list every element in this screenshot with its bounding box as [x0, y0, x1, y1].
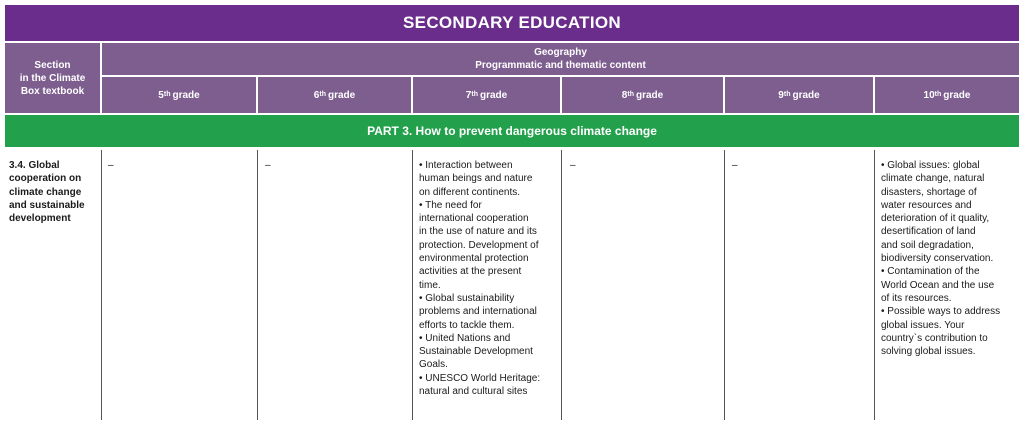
grade-number: 5 — [158, 89, 164, 101]
grade7-line: • United Nations and — [419, 332, 511, 344]
subject-header — [102, 43, 1019, 75]
section-header-line: in the Climate — [19, 72, 86, 84]
grade-header-5 — [102, 77, 256, 113]
grade-number: 8 — [621, 89, 628, 101]
grade-number: 9 — [778, 89, 784, 101]
grade7-line: problems and international — [419, 306, 537, 318]
grade7-line: natural and cultural sites — [419, 386, 528, 398]
subject-title: Geography — [534, 47, 587, 58]
grade-suffix: th — [934, 90, 942, 98]
grade8-cell: – — [570, 160, 576, 171]
grade7-line: environmental protection — [419, 253, 529, 265]
section-cell-line: 3.4. Global — [9, 160, 60, 171]
grade-number: 10 — [923, 89, 935, 101]
grade10-line: • Possible ways to address — [881, 306, 1001, 318]
section-column-header — [5, 43, 100, 113]
grade7-line: • Interaction between — [419, 160, 513, 171]
grade7-line: activities at the present — [419, 266, 522, 278]
grade10-line: desertification of land — [881, 226, 976, 238]
column-divider — [412, 150, 413, 420]
grade-header-10 — [875, 77, 1019, 113]
grade7-line: • The need for — [419, 199, 482, 211]
grade10-line: water resources and — [881, 199, 972, 211]
grade-suffix: th — [471, 90, 478, 98]
grade10-line: global issues. Your — [881, 319, 965, 331]
part-title-bar: PART 3. How to prevent dangerous climate change — [5, 115, 1019, 147]
section-header-line: Box textbook — [20, 85, 85, 97]
grade-header-7 — [413, 77, 560, 113]
grade7-line: on different continents. — [419, 186, 520, 198]
grade-label: grade — [635, 89, 664, 101]
section-cell-line: cooperation on — [9, 173, 82, 185]
grade7-line: protection. Development of — [419, 239, 539, 251]
grade-label: grade — [172, 89, 200, 101]
grade-header-8 — [562, 77, 723, 113]
column-divider — [724, 150, 725, 420]
section-header-line: Section — [34, 59, 71, 71]
grade10-line: biodiversity conservation. — [881, 253, 994, 265]
subject-subtitle: Programmatic and thematic content — [475, 60, 646, 71]
grade10-line: and soil degradation, — [881, 239, 974, 251]
grade-suffix: th — [163, 90, 171, 98]
grade7-line: time. — [419, 279, 441, 291]
column-divider — [874, 150, 875, 420]
column-divider — [101, 150, 102, 420]
grade10-line: • Global issues: global — [881, 160, 980, 171]
section-cell — [9, 159, 99, 225]
page-title: SECONDARY EDUCATION — [5, 5, 1019, 41]
grade-number: 6 — [313, 89, 320, 101]
grade7-line: human beings and nature — [419, 173, 533, 185]
grade7-line: • Global sustainability — [419, 292, 515, 304]
grade-number: 7 — [465, 89, 472, 101]
section-cell-line: development — [9, 213, 71, 225]
grade10-line: country`s contribution to — [881, 332, 988, 344]
grade7-line: Sustainable Development — [419, 346, 533, 358]
grade7-line: Goals. — [419, 359, 448, 371]
grade7-line: in the use of nature and its — [419, 226, 537, 238]
grade-header-9 — [725, 77, 873, 113]
grade-suffix: th — [783, 90, 791, 98]
grade-suffix: th — [319, 90, 326, 98]
grade7-line: international cooperation — [419, 213, 529, 225]
grade-label: grade — [327, 89, 356, 101]
column-divider — [561, 150, 562, 420]
section-cell-line: climate change — [9, 186, 82, 198]
grade7-line: • UNESCO World Heritage: — [419, 372, 541, 384]
section-cell-line: and sustainable — [9, 199, 85, 211]
grade10-line: deterioration of it quality, — [881, 213, 990, 225]
grade10-line: solving global issues. — [881, 346, 976, 358]
grade6-cell: – — [265, 160, 271, 171]
grade10-line: of its resources. — [881, 292, 952, 304]
grade10-line: • Contamination of the — [881, 266, 980, 278]
grade7-line: efforts to tackle them. — [419, 319, 515, 331]
grade-header-6 — [258, 77, 411, 113]
grade-suffix: th — [627, 90, 634, 98]
grade5-cell: – — [108, 160, 114, 171]
grade7-cell — [419, 159, 559, 398]
grade-label: grade — [943, 89, 971, 101]
grade9-cell: – — [732, 160, 738, 171]
column-divider — [257, 150, 258, 420]
grade-label: grade — [479, 89, 508, 101]
grade10-line: disasters, shortage of — [881, 186, 977, 198]
grade10-line: climate change, natural — [881, 173, 985, 185]
grade10-cell — [881, 159, 1019, 358]
grade-label: grade — [792, 89, 820, 101]
grade10-line: World Ocean and the use — [881, 279, 995, 291]
